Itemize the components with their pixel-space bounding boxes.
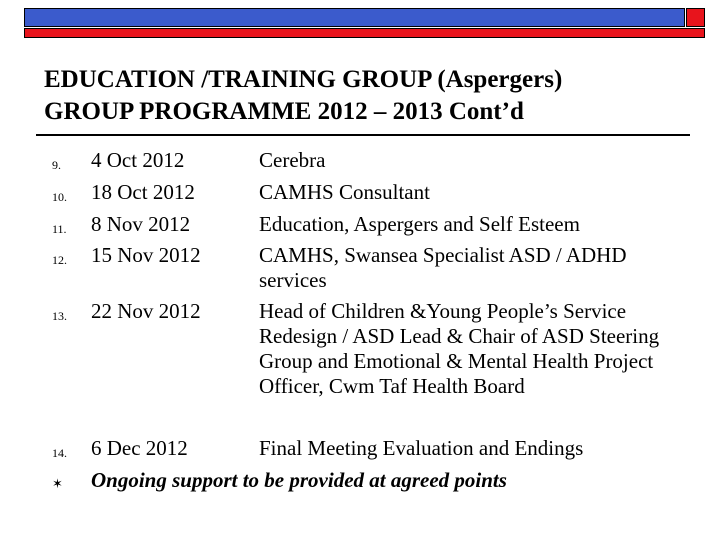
item-description: Final Meeting Evaluation and Endings [259, 436, 584, 460]
item-date: 15 Nov 2012 [91, 243, 201, 267]
title-line-1: EDUCATION /TRAINING GROUP (Aspergers) [44, 66, 563, 93]
item-number: 11. [52, 222, 67, 236]
item-date: 18 Oct 2012 [91, 180, 195, 204]
title-line-2: GROUP PROGRAMME 2012 – 2013 Cont’d [44, 98, 524, 125]
star-bullet-icon: ✶ [52, 476, 63, 491]
closing-note: Ongoing support to be provided at agreed points [91, 468, 507, 492]
item-date: 8 Nov 2012 [91, 212, 191, 236]
item-date: 22 Nov 2012 [91, 299, 201, 323]
item-description: CAMHS Consultant [259, 180, 430, 204]
item-number: 12. [52, 253, 67, 267]
top-decoration [24, 8, 705, 28]
item-description: Cerebra [259, 148, 326, 172]
item-number: 13. [52, 309, 67, 323]
red-bar [24, 28, 705, 38]
item-number: 9. [52, 158, 61, 172]
item-description: CAMHS, Swansea Specialist ASD / ADHD services [259, 243, 627, 292]
item-description: Head of Children &Young People’s Service Redesign / ASD Lead & Chair of ASD Steering Group and Emotional & Mental Health Project Officer, Cwm Taf Health Board [259, 299, 660, 398]
title-divider [36, 134, 690, 136]
item-number: 14. [52, 446, 67, 460]
item-number: 10. [52, 190, 67, 204]
item-date: 4 Oct 2012 [91, 148, 185, 172]
blue-bar [24, 8, 685, 27]
item-date: 6 Dec 2012 [91, 436, 188, 460]
item-description: Education, Aspergers and Self Esteem [259, 212, 580, 236]
red-square [686, 8, 705, 27]
slide-title [44, 64, 684, 128]
